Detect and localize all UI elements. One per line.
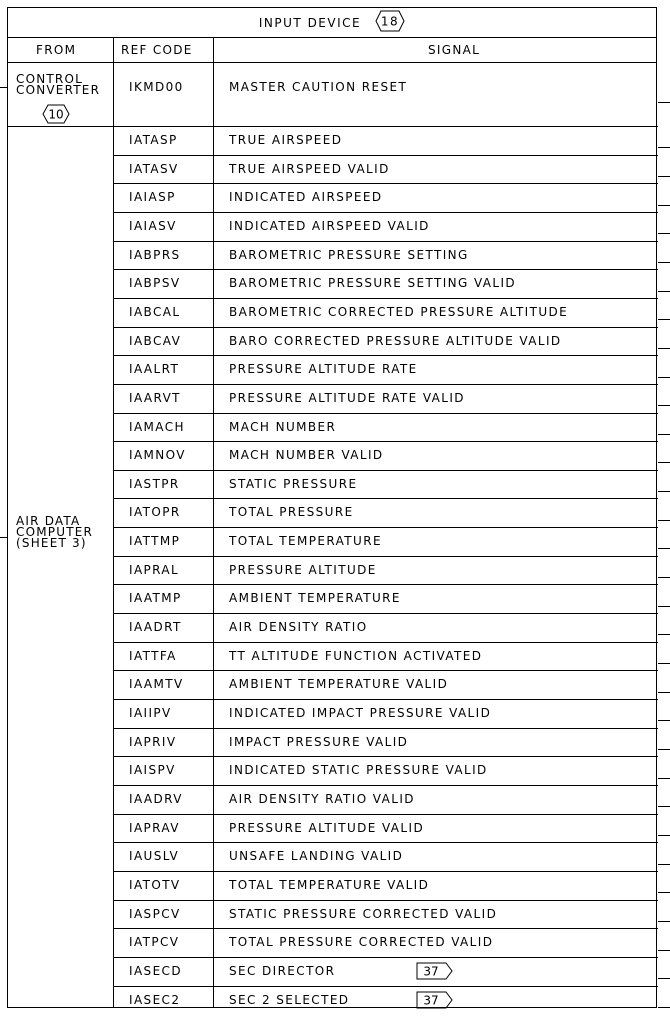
table-row — [113, 556, 658, 585]
output-connector-mark — [658, 749, 670, 750]
signal-cell: MACH NUMBER — [229, 419, 337, 434]
signal-cell: PRESSURE ALTITUDE RATE — [229, 362, 418, 377]
signal-cell: BARO CORRECTED PRESSURE ALTITUDE VALID — [229, 333, 562, 348]
svg-text:37: 37 — [423, 964, 439, 979]
sheet-ref-tag — [416, 962, 454, 984]
output-connector-mark — [658, 548, 670, 549]
ref-code-cell: IATASV — [129, 161, 179, 176]
output-connector-mark — [658, 892, 670, 893]
from-line: CONVERTER — [16, 83, 101, 97]
signal-cell: PRESSURE ALTITUDE RATE VALID — [229, 390, 465, 405]
ref-code-cell: IABCAL — [129, 304, 181, 319]
from-cell-control-converter — [8, 74, 113, 96]
ref-code-cell: IAATMP — [129, 591, 182, 606]
output-connector-mark — [658, 377, 670, 378]
output-connector-mark — [658, 233, 670, 234]
ref-code-cell: IATPCV — [129, 935, 180, 950]
table-row — [113, 470, 658, 499]
output-connector-mark — [658, 663, 670, 664]
from-cell-air-data-computer — [8, 516, 113, 549]
table-row — [113, 986, 658, 1015]
signal-cell: STATIC PRESSURE — [229, 476, 358, 491]
ref-code-cell: IAADRV — [129, 791, 183, 806]
ref-code-cell: IATOPR — [129, 505, 181, 520]
left-connector-mark — [0, 87, 7, 88]
signal-cell: MASTER CAUTION RESET — [229, 80, 408, 94]
output-connector-mark — [658, 720, 670, 721]
ref-code-cell: IABPRS — [129, 247, 181, 262]
output-connector-mark — [658, 147, 670, 148]
from-line: AIR DATA — [16, 514, 81, 528]
input-device-label: INPUT DEVICE — [258, 15, 362, 30]
signal-cell: IMPACT PRESSURE VALID — [229, 734, 409, 749]
table-title — [8, 8, 656, 38]
ref-code-cell: IAALRT — [129, 362, 180, 377]
wiring-table — [7, 7, 657, 1008]
ref-code-cell: IATOTV — [129, 877, 181, 892]
ref-code-cell: IASTPR — [129, 476, 180, 491]
signal-cell: SEC 2 SELECTED — [229, 992, 350, 1007]
header-from: FROM — [36, 43, 77, 57]
ref-code-cell: IATTMP — [129, 534, 181, 549]
ref-code-cell: IATASP — [129, 133, 178, 147]
ref-code-cell: IAIASV — [129, 218, 177, 233]
ref-code-cell: IAPRIV — [129, 734, 177, 749]
ref-code-cell: IKMD00 — [129, 80, 184, 94]
table-row — [113, 498, 658, 527]
hexagon-ref-tag — [375, 10, 405, 35]
signal-cell: MACH NUMBER VALID — [229, 448, 384, 463]
ref-code-cell: IASECD — [129, 963, 182, 978]
svg-text:37: 37 — [423, 993, 439, 1007]
table-row — [113, 126, 658, 155]
ref-code-cell: IAIASP — [129, 190, 176, 205]
signal-cell: INDICATED IMPACT PRESSURE VALID — [229, 706, 492, 720]
table-row — [113, 527, 658, 556]
output-connector-mark — [658, 864, 670, 865]
sheet-ref-tag — [416, 991, 454, 1013]
svg-text:18: 18 — [380, 14, 400, 29]
ref-code-cell: IASEC2 — [129, 992, 181, 1007]
output-connector-mark — [658, 606, 670, 607]
output-connector-mark — [658, 348, 670, 349]
signal-cell: BAROMETRIC CORRECTED PRESSURE ALTITUDE — [229, 304, 569, 319]
signal-cell: AIR DENSITY RATIO VALID — [229, 791, 415, 806]
table-row — [113, 413, 658, 442]
output-connector-mark — [658, 520, 670, 521]
output-connector-mark — [658, 950, 670, 951]
ref-code-cell: IABCAV — [129, 333, 182, 348]
output-connector-mark — [658, 102, 670, 103]
table-row — [113, 63, 658, 126]
signal-cell: TT ALTITUDE FUNCTION ACTIVATED — [229, 648, 483, 663]
ref-code-cell: IAADRT — [129, 620, 182, 635]
ref-code-cell: IAIIPV — [129, 706, 172, 720]
output-connector-mark — [658, 262, 670, 263]
from-line: CONTROL — [16, 72, 83, 86]
signal-cell: TOTAL PRESSURE CORRECTED VALID — [229, 935, 494, 950]
signal-cell: AMBIENT TEMPERATURE — [229, 591, 401, 606]
output-connector-mark — [658, 921, 670, 922]
ref-code-cell: IABPSV — [129, 276, 181, 291]
output-connector-mark — [658, 462, 670, 463]
header-signal: SIGNAL — [428, 43, 481, 57]
ref-code-cell: IAAMTV — [129, 677, 184, 692]
table-row — [113, 957, 658, 986]
signal-cell: TOTAL TEMPERATURE VALID — [229, 877, 430, 892]
signal-cell: SEC DIRECTOR — [229, 963, 336, 978]
table-row — [113, 441, 658, 470]
table-row — [113, 613, 658, 642]
signal-cell: PRESSURE ALTITUDE VALID — [229, 820, 425, 835]
from-line: (SHEET 3) — [16, 536, 87, 550]
output-connector-mark — [658, 577, 670, 578]
output-connector-mark — [658, 835, 670, 836]
ref-code-cell: IAISPV — [129, 763, 176, 778]
output-connector-mark — [658, 806, 670, 807]
signal-cell: TOTAL PRESSURE — [229, 505, 354, 520]
signal-cell: TOTAL TEMPERATURE — [229, 534, 382, 549]
ref-code-cell: IAPRAV — [129, 820, 180, 835]
signal-cell: UNSAFE LANDING VALID — [229, 849, 404, 864]
output-connector-mark — [658, 1007, 670, 1008]
ref-code-cell: IAPRAL — [129, 562, 180, 577]
output-connector-mark — [658, 634, 670, 635]
signal-cell: AMBIENT TEMPERATURE VALID — [229, 677, 449, 692]
signal-cell: INDICATED AIRSPEED — [229, 190, 383, 205]
table-row — [113, 183, 658, 212]
left-connector-mark — [0, 537, 7, 538]
output-connector-mark — [658, 978, 670, 979]
signal-cell: BAROMETRIC PRESSURE SETTING — [229, 247, 469, 262]
signal-cell: AIR DENSITY RATIO — [229, 620, 368, 635]
output-connector-mark — [658, 319, 670, 320]
output-connector-mark — [658, 405, 670, 406]
signal-cell: TRUE AIRSPEED — [229, 133, 343, 147]
ref-code-cell: IATTFA — [129, 648, 177, 663]
header-ref-code: REF CODE — [121, 43, 193, 57]
ref-code-cell: IAMNOV — [129, 448, 186, 463]
column-header-row — [8, 38, 656, 63]
signal-cell: BAROMETRIC PRESSURE SETTING VALID — [229, 276, 517, 291]
signal-cell: INDICATED STATIC PRESSURE VALID — [229, 763, 488, 778]
hexagon-ref-tag — [42, 104, 70, 128]
signal-cell: STATIC PRESSURE CORRECTED VALID — [229, 906, 498, 921]
output-connector-mark — [658, 205, 670, 206]
output-connector-mark — [658, 176, 670, 177]
ref-code-cell: IAARVT — [129, 390, 181, 405]
svg-text:10: 10 — [48, 107, 64, 122]
ref-code-cell: IAUSLV — [129, 849, 180, 864]
output-connector-mark — [658, 692, 670, 693]
ref-code-cell: IAMACH — [129, 419, 185, 434]
from-line: COMPUTER — [16, 525, 94, 539]
output-connector-mark — [658, 291, 670, 292]
signal-cell: PRESSURE ALTITUDE — [229, 562, 377, 577]
output-connector-mark — [658, 778, 670, 779]
signal-cell: INDICATED AIRSPEED VALID — [229, 218, 430, 233]
signal-cell: TRUE AIRSPEED VALID — [229, 161, 390, 176]
output-connector-mark — [658, 491, 670, 492]
output-connector-mark — [658, 434, 670, 435]
ref-code-cell: IASPCV — [129, 906, 181, 921]
